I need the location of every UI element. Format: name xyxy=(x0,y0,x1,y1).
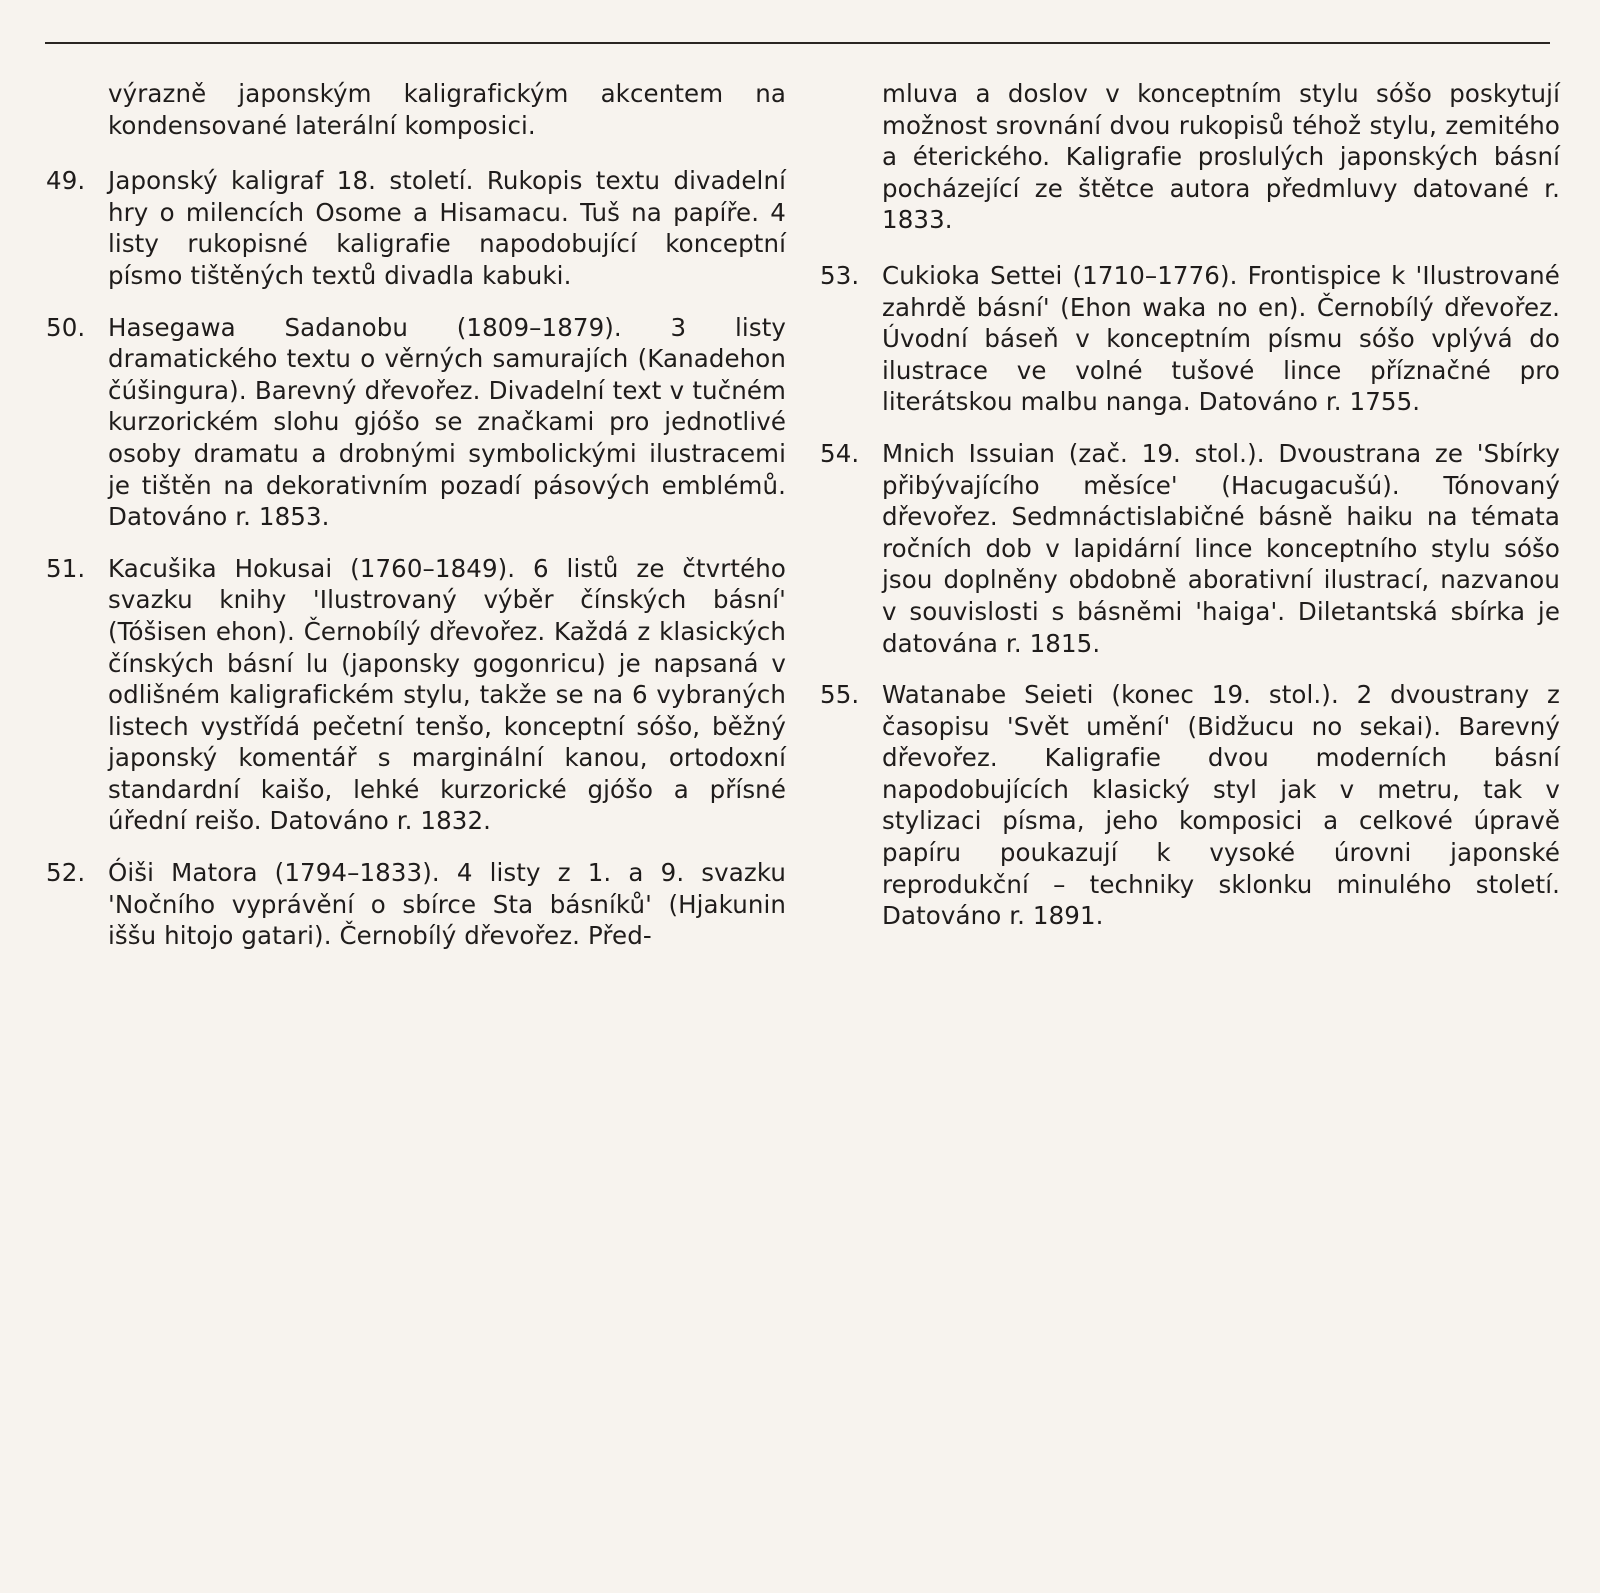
entry-number: 53. xyxy=(820,260,860,290)
entry-text: Watanabe Seieti (konec 19. stol.). 2 dvoustrany z časopisu 'Svět umění' (Bidžucu no sekai). Barevný dřevořez. Kaligrafie dvou moderních básní napodobujících klasický styl jak v metru, tak v stylizaci písma, jeho komposici a celkové úpravě papíru poukazují k vysoké úrovni japonské reprodukční – techniky sklonku minulého století. Datováno r. 1891. xyxy=(882,680,1560,931)
catalog-entry-49 xyxy=(46,165,786,291)
continuation-paragraph xyxy=(46,78,786,141)
entry-number: 49. xyxy=(46,166,86,196)
catalog-entry-55 xyxy=(820,679,1560,932)
entry-number: 50. xyxy=(46,312,86,342)
entry-number: 54. xyxy=(820,438,860,468)
catalog-entry-50 xyxy=(46,312,786,533)
continuation-paragraph xyxy=(820,78,1560,236)
entry-text: Cukioka Settei (1710–1776). Frontispice k 'Ilustrované zahrdě básní' (Ehon waka no en). Černobílý dřevořez. Úvodní báseň v konceptním písmu sóšo vplývá do ilustrace ve volné tušové lince příznačné pro literátskou malbu nanga. Datováno r. 1755. xyxy=(882,260,1560,417)
catalog-entry-53 xyxy=(820,260,1560,418)
entry-number: 55. xyxy=(820,680,860,710)
continuation-text: výrazně japonským kaligrafickým akcentem na kondensované laterální komposici. xyxy=(108,79,786,140)
left-column xyxy=(46,78,786,972)
entry-text: Hasegawa Sadanobu (1809–1879). 3 listy dramatického textu o věrných samurajích (Kanadehon čúšingura). Barevný dřevořez. Divadelní text v tučném kurzorickém slohu gjóšo se značkami pro jednotlivé osoby dramatu a drobnými symbolickými ilustracemi je tištěn na dekorativním pozadí pásových emblémů. Datováno r. 1853. xyxy=(108,312,786,532)
entry-text: Japonský kaligraf 18. století. Rukopis textu divadelní hry o milencích Osome a Hisamacu. Tuš na papíře. 4 listy rukopisné kaligrafie napodobující konceptní písmo tištěných textů divadla kabuki. xyxy=(108,166,786,290)
entry-text: Mnich Issuian (zač. 19. stol.). Dvoustrana ze 'Sbírky přibývajícího měsíce' (Hacugacušú). Tónovaný dřevořez. Sedmnáctislabičné básně haiku na témata ročních dob v lapidární lince konceptního stylu sóšo jsou doplněny obdobně aborativní ilustrací, nazvanou v souvislosti s básněmi 'haiga'. Diletantská sbírka je datována r. 1815. xyxy=(882,438,1560,658)
continuation-text: mluva a doslov v konceptním stylu sóšo poskytují možnost srovnání dvou rukopisů téhož stylu, zemitého a éterického. Kaligrafie proslulých japonských básní pocházející ze štětce autora předmluvy datované r. 1833. xyxy=(882,79,1560,235)
entry-number: 52. xyxy=(46,858,86,888)
entry-text: Kacušika Hokusai (1760–1849). 6 listů ze čtvrtého svazku knihy 'Ilustrovaný výběr čínských básní' (Tóšisen ehon). Černobílý dřevořez. Každá z klasických čínských básní lu (japonsky gogonricu) je napsaná v odlišném kaligrafickém stylu, takže se na 6 vybraných listech vystřídá pečetní tenšo, konceptní sóšo, běžný japonský komentář s marginální kanou, ortodoxní standardní kaišo, lehké kurzorické gjóšo a přísné úřední reišo. Datováno r. 1832. xyxy=(108,553,786,836)
entry-number: 51. xyxy=(46,553,86,583)
right-column xyxy=(820,78,1560,952)
catalog-entry-54 xyxy=(820,438,1560,659)
top-rule xyxy=(45,42,1550,44)
catalog-entry-52 xyxy=(46,857,786,952)
entry-text: Óiši Matora (1794–1833). 4 listy z 1. a 9. svazku 'Nočního vyprávění o sbírce Sta básníků' (Hjakunin iššu hitojo gatari). Černobílý dřevořez. Před- xyxy=(108,858,786,951)
catalog-entry-51 xyxy=(46,553,786,837)
